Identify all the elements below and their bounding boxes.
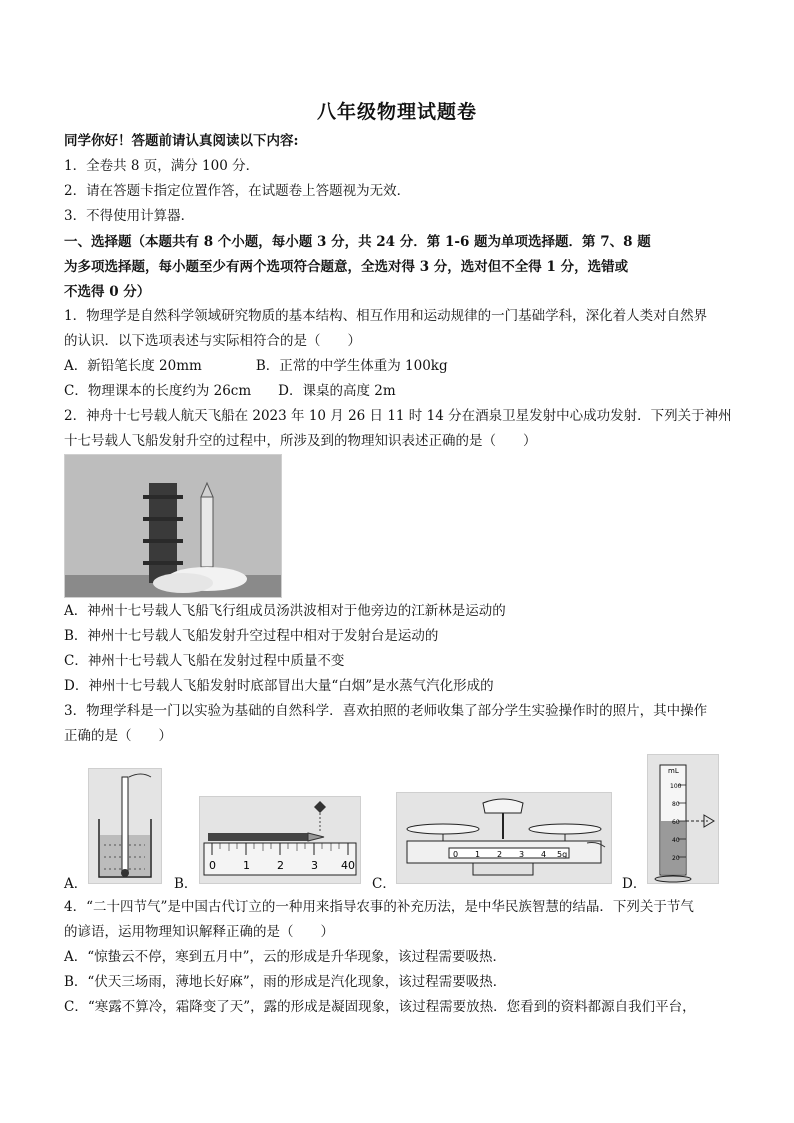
question-1-option: C．物理课本的长度约为 26cm D．课桌的高度 2m [64,383,396,399]
question-2-option: B．神州十七号载人飞船发射升空过程中相对于发射台是运动的 [64,628,439,644]
ruler-tick-label: 40 [341,859,355,872]
balance-tick-label: 4 [541,850,547,859]
question-2-text: 十七号载人飞船发射升空的过程中，所涉及到的物理知识表述正确的是（ ） [64,433,537,449]
balance-tick-label: 2 [497,850,503,859]
notice-item: 3．不得使用计算器． [64,208,195,224]
question-1-text: 的认识．以下选项表述与实际相符合的是（ ） [64,333,361,349]
cylinder-tick-label: 20 [672,855,680,862]
question-4-text: 4．“二十四节气”是中国古代订立的一种用来指导农事的补充历法，是中华民族智慧的结晶．下列关于节气 [64,899,694,915]
notice-item: 1．全卷共 8 页，满分 100 分． [64,158,260,174]
question-1-text: 1．物理学是自然科学领域研究物质的基本结构、相互作用和运动规律的一门基础学科，深化着人类对自然界 [64,308,708,324]
rocket-launch-photo [64,454,282,598]
ruler-pencil-figure [199,796,361,884]
question-1-option: A．新铅笔长度 20mm B．正常的中学生体重为 100kg [64,358,448,374]
ruler-tick-label: 2 [277,859,284,872]
question-2-text: 2．神舟十七号载人航天飞船在 2023 年 10 月 26 日 11 时 14 分在酒泉卫星发射中心成功发射．下列关于神州 [64,408,732,424]
question-2-option: A．神州十七号载人飞船飞行组成员汤洪波相对于他旁边的江新林是运动的 [64,603,506,619]
question-4-option: B．“伏天三场雨，薄地长好麻”，雨的形成是汽化现象，该过程需要吸热． [64,974,507,990]
cylinder-tick-label: 80 [672,801,680,808]
question-3-text: 正确的是（ ） [64,728,172,744]
notice-item: 2．请在答题卡指定位置作答，在试题卷上答题视为无效． [64,183,411,199]
figure-label-c: C． [372,876,396,892]
balance-tick-label: 1 [475,850,481,859]
graduated-cylinder-figure [647,754,719,884]
ruler-tick-label: 3 [311,859,318,872]
ruler-tick-label: 1 [243,859,250,872]
question-4-option: C．“寒露不算冷，霜降变了天”，露的形成是凝固现象，该过程需要放热．您看到的资料都源自我们平台， [64,999,696,1015]
figure-label-a: A． [64,876,88,892]
cylinder-tick-label: 40 [672,837,680,844]
question-4-text: 的谚语，运用物理知识解释正确的是（ ） [64,924,334,940]
cylinder-unit: mL [668,767,679,775]
beaker-thermometer-figure [88,768,162,884]
balance-tick-label: 5g [557,850,568,859]
cylinder-tick-label: 60 [672,819,680,826]
figure-label-b: B． [174,876,198,892]
section-heading: 为多项选择题，每小题至少有两个选项符合题意，全选对得 3 分，选对但不全得 1 分，选错或 [64,259,629,275]
question-2-option: D．神州十七号载人飞船发射时底部冒出大量“白烟”是水蒸气汽化形成的 [64,678,494,694]
figure-label-d: D． [622,876,647,892]
cylinder-tick-label: 100 [670,783,682,790]
balance-tick-label: 0 [453,850,459,859]
section-heading: 一、选择题（本题共有 8 个小题，每小题 3 分，共 24 分．第 1-6 题为单项选择题．第 7、8 题 [64,234,651,250]
question-2-option: C．神州十七号载人飞船在发射过程中质量不变 [64,653,345,669]
question-3-text: 3．物理学科是一门以实验为基础的自然科学．喜欢拍照的老师收集了部分学生实验操作时的照片，其中操作 [64,703,708,719]
question-4-option: A．“惊蛰云不停，寒到五月中”，云的形成是升华现象，该过程需要吸热． [64,949,507,965]
section-heading: 不选得 0 分） [64,284,151,300]
ruler-tick-label: 0 [209,859,216,872]
notice-heading: 同学你好！答题前请认真阅读以下内容: [64,133,299,149]
page-title: 八年级物理试题卷 [316,101,477,123]
balance-scale-figure [396,792,612,884]
balance-tick-label: 3 [519,850,525,859]
